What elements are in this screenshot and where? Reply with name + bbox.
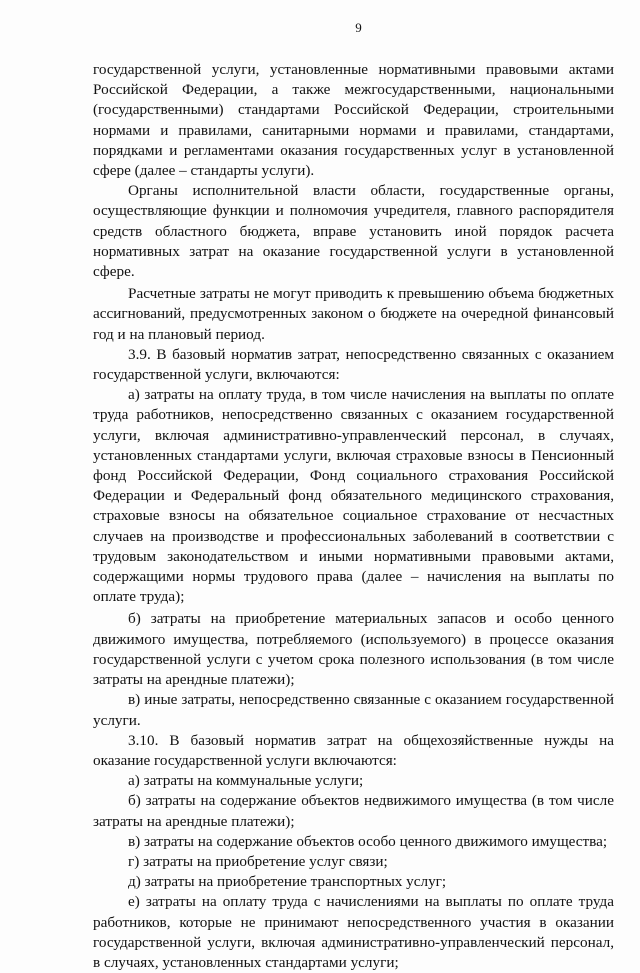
paragraph-3-10-e: е) затраты на оплату труда с начислениями на выплаты по оплате труда работников, которые не принимают непосредственного участия в оказании государственной услуги, включая административно-управленческий персонал, в случаях, установленных стандартами услуги; [93,893,614,971]
paragraph-3-9-v: в) иные затраты, непосредственно связанные с оказанием государственной услуги. [93,691,614,729]
paragraph-3-10-b: б) затраты на содержание объектов недвижимого имущества (в том числе затраты на арендные платежи); [93,792,614,830]
paragraph-authorities-right: Органы исполнительной власти области, государственные органы, осуществляющие функции и полномочия учредителя, главного распорядителя средств областного бюджета, вправе установить иной порядок расчета нормативных затрат на оказание государственной услуги в установленной сфере. [93,182,614,281]
paragraph-3-9-b: б) затраты на приобретение материальных запасов и особо ценного движимого имущества, потребляемого (используемого) в процессе оказания государственной услуги с учетом срока полезного использования (в том числе затраты на арендные платежи); [93,610,614,689]
page-number: 9 [355,20,362,35]
paragraph-3-10-a: а) затраты на коммунальные услуги; [128,772,364,790]
paragraph-3-10-d: д) затраты на приобретение транспортных услуг; [128,873,447,891]
document-body [93,60,614,973]
paragraph-estimated-costs: Расчетные затраты не могут приводить к превышению объема бюджетных ассигнований, предусмотренных законом о бюджете на очередной финансовый год и на плановый период. [93,285,614,343]
paragraph-3-10-v: в) затраты на содержание объектов особо ценного движимого имущества; [128,832,608,850]
paragraph-3-10: 3.10. В базовый норматив затрат на общехозяйственные нужды на оказание государственной услуги включаются: [93,731,614,769]
paragraph-3-9: 3.9. В базовый норматив затрат, непосредственно связанных с оказанием государственной услуги, включаются: [93,345,614,384]
paragraph-3-10-g: г) затраты на приобретение услуг связи; [128,852,388,870]
paragraph-3-9-a: а) затраты на оплату труда, в том числе начисления на выплаты по оплате труда работников, непосредственно связанных с оказанием государственной услуги, включая административно-управленческий персонал, в случаях, установленных стандартами услуги, включая страховые взносы в Пенсионный фонд Российской Федерации, Фонд социального страхования Российской Федерации и Федеральный фонд обязательного медицинского страхования, страховые взносы на обязательное социальное страхование от несчастных случаев на производстве и профессиональных заболеваний в соответствии с трудовым законодательством и иными нормативными правовыми актами, содержащими нормы трудового права (далее – начисления на выплаты по оплате труда); [93,386,614,606]
paragraph-standards-continuation: государственной услуги, установленные нормативными правовыми актами Российской Федерации, а также межгосударственными, национальными (государственными) стандартами Российской Федерации, строительными нормами и правилами, санитарными нормами и правилами, стандартами, порядками и регламентами оказания государственных услуг в установленной сфере (далее – стандарты услуги). [93,61,614,180]
